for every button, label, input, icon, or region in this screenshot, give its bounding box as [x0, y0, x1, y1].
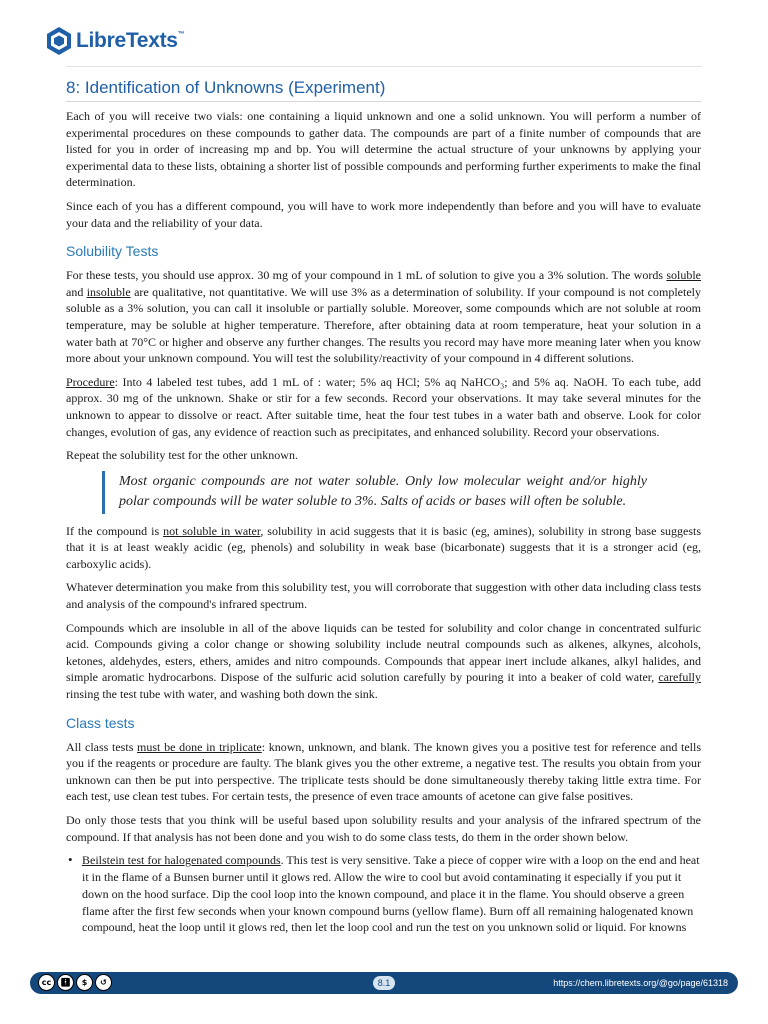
class-tests-list [66, 852, 701, 936]
sa-icon: ↺ [95, 974, 112, 991]
solubility-paragraph: For these tests, you should use approx. 30 mg of your compound in 1 mL of solution to give you a 3% solution. The words soluble and insoluble are qualitative, not quantitative. We will use 3% as a determination of solubility. If your compound is not completely soluble as a 3% solution, you can call it insoluble or partially soluble. Moreover, some compounds which are not soluble at room temperature, may be soluble at higher temperature. Therefore, after obtaining data at room temperature, heat your solution in a water bath at 70°C or higher and observe any further changes. The results you record may have more meaning later when you know more about your unknown compound. You will test the solubility/reactivity of your compound in 4 different solutions. [66, 268, 701, 366]
class-tests-paragraph-2: Do only those tests that you think will be useful based upon solubility results and your analysis of the infrared spectrum of the compound. If that analysis has not been done and you wish to do some class tests, do them in the order shown below. [66, 813, 701, 844]
libretexts-hexagon-icon [46, 26, 72, 56]
brand-name: LibreTexts™ [76, 29, 185, 52]
class-tests-heading: Class tests [66, 714, 135, 731]
main-content [66, 74, 701, 936]
beilstein-label: Beilstein test for halogenated compounds [82, 853, 281, 868]
nc-icon: $ [76, 974, 93, 991]
by-icon: 🚹︎ [57, 974, 74, 991]
page-footer [30, 972, 738, 994]
corroborate-paragraph: Whatever determination you make from this solubility test, you will corroborate that suggestion with other data including class tests and analysis of the compound's infrared spectrum. [66, 580, 701, 612]
cc-icon: cc [38, 974, 55, 991]
sulfuric-acid-paragraph: Compounds which are insoluble in all of the above liquids can be tested for solubility and color change in concentrated sulfuric acid. Compounds giving a color change or showing solubility include neutral compounds such as alkenes, alkynes, alcohols, ketones, aldehydes, esters, ethers, amides and nitro compounds. Compounds that appear inert include alkanes, alkyl halides, and simple aromatic hydrocarbons. Dispose of the sulfuric acid solution carefully by pouring it into a beaker of cold water, carefully rinsing the test tube with water, and washing both down the sink. [66, 620, 701, 702]
repeat-paragraph: Repeat the solubility test for the other unknown. [66, 448, 298, 463]
list-item: • Beilstein test for halogenated compounds. This test is very sensitive. Take a piece of copper wire with a loop on the end and heat it in the flame of a Bunsen burner until it glows red. Allow the wire to cool but avoid contaminating it especially if you put it down on the hood surface. Dip the cool loop into the known compound, and place it in the flame. You should observe a green flame after the first few seconds when your known compound burns (yellow flame). Burn off all remaining halogenated known compound, heat the loop until it glows red, then let the loop cool and run the test on you unknown solid or liquid. For knowns [82, 852, 701, 936]
solubility-note-quote: Most organic compounds are not water soluble. Only low molecular weight and/or highly polar compounds will be water soluble to 3%. Salts of acids or bases will often be soluble. [102, 471, 647, 514]
page-number: 8.1 [373, 976, 395, 990]
header-divider [66, 66, 702, 67]
intro-paragraph-1: Each of you will receive two vials: one containing a liquid unknown and one a solid unknown. You will perform a number of experimental procedures on these compounds to gather data. The compounds are part of a finite number of compounds that are listed for you in order of increasing mp and bp. You will determine the actual structure of your unknowns by applying your experimental data to these lists, obtaining a shorter list of possible compounds and performing further experiments to make the final determination. [66, 109, 701, 190]
procedure-paragraph: Procedure: Into 4 labeled test tubes, add 1 mL of : water; 5% aq HCl; 5% aq NaHCO₃; and 5% aq. NaOH. To each tube, add approx. 30 mg of the unknown. Shake or stir for a few seconds. Record your observations. It may take several minutes for the unknown to appear to dissolve or react. After suitable time, heat the four test tubes in a water bath and observe. Look for color changes, evolution of gas, any evidence of reaction such as precipitates, and enhanced solubility. Record your observations. [66, 374, 701, 439]
class-tests-paragraph-1: All class tests must be done in triplicate: known, unknown, and blank. The known gives you a positive test for reference and tells you if the reagents or procedure are faulty. The blank gives you the other extreme, a negative test. The results you obtain from your unknown can then be put into perspective. The triplicate tests should be done simultaneously thereby taking little extra time. For each test, use clean test tubes. For certain tests, the presence of even trace amounts of acetone can give false positives. [66, 739, 701, 804]
license-badges[interactable] [38, 974, 112, 991]
libretexts-logo[interactable] [46, 26, 184, 56]
basic-acidic-paragraph: If the compound is not soluble in water, solubility in acid suggests that it is basic (eg, amines), solubility in strong base suggests that it is at least weakly acidic (eg, phenols) and solubility in weak base (bicarbonate) suggests that it is a stronger acid (eg, carboxylic acids). [66, 523, 702, 571]
solubility-tests-heading: Solubility Tests [66, 243, 159, 260]
page-url-link[interactable]: https://chem.libretexts.org/@go/page/61318 [553, 978, 728, 988]
page-title: 8: Identification of Unknowns (Experiment) [66, 78, 701, 102]
intro-paragraph-2: Since each of you has a different compound, you will have to work more independently than before and you will have to evaluate your data and the reliability of your data. [66, 198, 701, 230]
